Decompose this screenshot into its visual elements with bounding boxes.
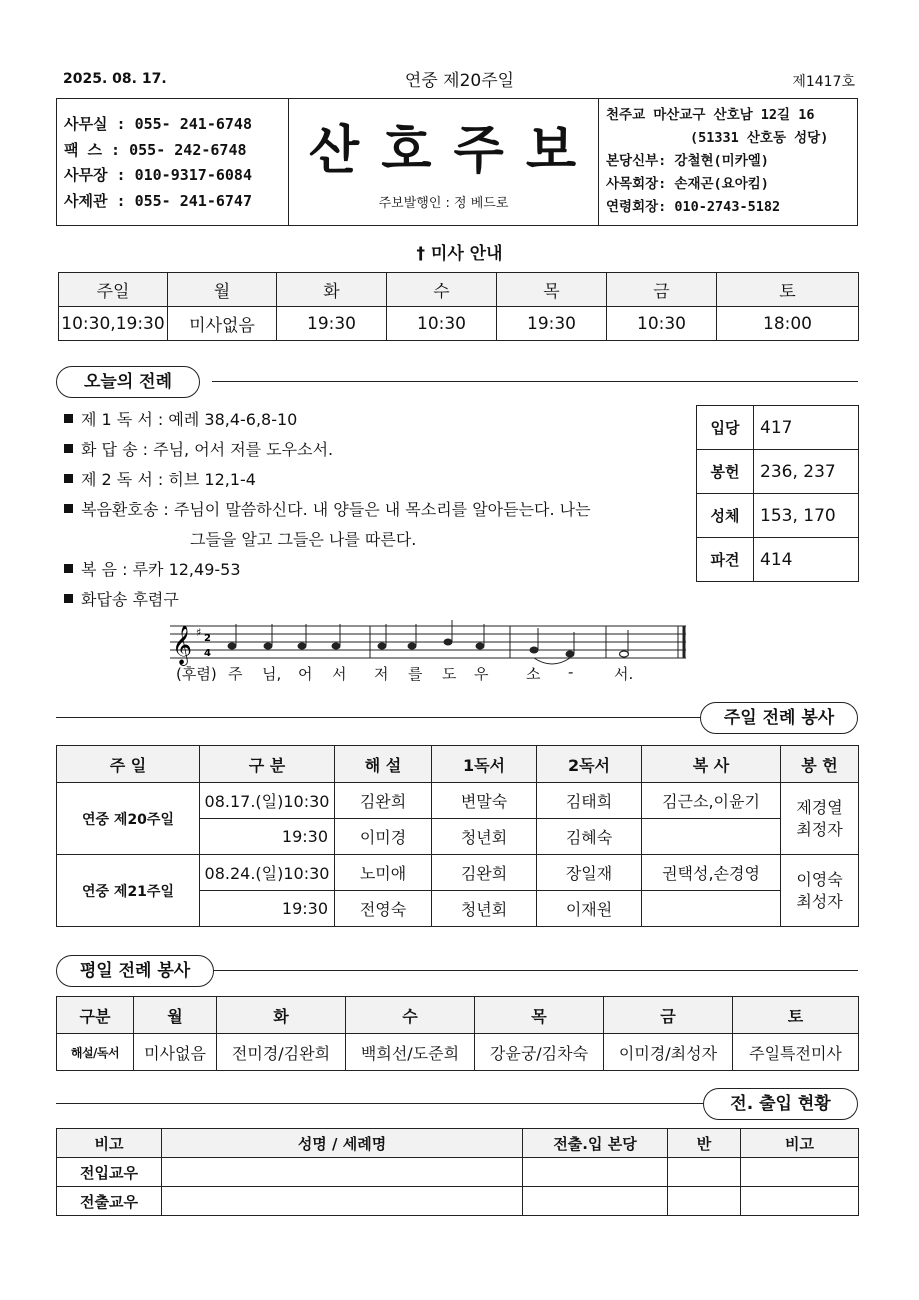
service-reading2: 장일재 xyxy=(537,855,642,891)
bullet-icon xyxy=(64,414,73,423)
sunday-header: 해 설 xyxy=(335,746,432,783)
liturgy-rule xyxy=(212,381,858,382)
weekday-value: 강윤궁/김차숙 xyxy=(475,1034,604,1071)
sunday-service-rule xyxy=(56,717,706,718)
refrain-syllable: 님, xyxy=(262,665,282,683)
sunday-service-title: 주일 전례 봉사 xyxy=(700,702,858,734)
treble-clef-icon: 𝄞 xyxy=(172,625,193,665)
table-row xyxy=(57,855,859,891)
service-commentary: 전영숙 xyxy=(335,891,432,927)
transfer-cell xyxy=(162,1158,523,1187)
refrain-syllable: 저 xyxy=(374,665,389,683)
hymn-table xyxy=(696,405,859,582)
hymn-number: 153, 170 xyxy=(754,494,859,538)
service-time: 08.24.(일)10:30 xyxy=(200,855,335,891)
mass-day: 화 xyxy=(277,273,387,307)
transfer-cell xyxy=(523,1187,668,1216)
transfer-cell xyxy=(741,1158,859,1187)
svg-text:4: 4 xyxy=(204,648,211,659)
service-reading1: 청년회 xyxy=(432,819,537,855)
refrain-syllable: - xyxy=(568,663,574,681)
weekday-header: 수 xyxy=(346,997,475,1034)
table-row xyxy=(57,1034,859,1071)
refrain-syllable: 서 xyxy=(332,665,347,683)
reading-second: 제 2 독 서 : 히브 12,1-4 xyxy=(64,467,256,490)
mass-time: 미사없음 xyxy=(168,307,277,341)
sunday-header: 봉 헌 xyxy=(781,746,859,783)
transfer-cell xyxy=(523,1158,668,1187)
week-name: 연중 제21주일 xyxy=(57,855,200,927)
weekday-row-label: 해설/독서 xyxy=(57,1034,134,1071)
issue-number: 제1417호 xyxy=(792,74,855,90)
service-offering: 제경열 최정자 xyxy=(781,783,859,855)
bullet-icon xyxy=(64,504,73,513)
service-server xyxy=(642,819,781,855)
contact-row: 팩 스 : 055- 242-6748 xyxy=(64,140,247,159)
reading-gospel: 복 음 : 루카 12,49-53 xyxy=(64,557,241,580)
mass-time: 10:30 xyxy=(387,307,497,341)
publisher: 주보발행인 : 정 베드로 xyxy=(378,196,509,211)
transfer-header: 전출.입 본당 xyxy=(523,1129,668,1158)
service-server: 김근소,이윤기 xyxy=(642,783,781,819)
mass-time: 18:00 xyxy=(717,307,859,341)
service-commentary: 노미애 xyxy=(335,855,432,891)
parish-postcode: (51331 산호동 성당) xyxy=(690,130,829,146)
transfer-header: 성명 / 세례명 xyxy=(162,1129,523,1158)
transfer-cell xyxy=(741,1187,859,1216)
service-time: 19:30 xyxy=(200,819,335,855)
service-reading1: 청년회 xyxy=(432,891,537,927)
mass-time: 10:30 xyxy=(607,307,717,341)
reading-psalm: 화 답 송 : 주님, 어서 저를 도우소서. xyxy=(64,437,333,460)
reading-acclamation: 복음환호송 : 주님이 말씀하신다. 내 양들은 내 목소리를 알아듣는다. 나는 xyxy=(64,497,591,520)
weekday-header: 토 xyxy=(733,997,859,1034)
service-time: 19:30 xyxy=(200,891,335,927)
transfer-header: 비고 xyxy=(57,1129,162,1158)
service-reading2: 김태희 xyxy=(537,783,642,819)
sunday-header: 복 사 xyxy=(642,746,781,783)
hymn-number: 414 xyxy=(754,538,859,582)
bullet-icon xyxy=(64,474,73,483)
sunday-header: 주 일 xyxy=(57,746,200,783)
weekday-value: 이미경/최성자 xyxy=(604,1034,733,1071)
weekday-service-table xyxy=(56,996,859,1071)
sunday-header: 구 분 xyxy=(200,746,335,783)
weekday-header: 구분 xyxy=(57,997,134,1034)
mass-day: 토 xyxy=(717,273,859,307)
transfer-row-label: 전출교우 xyxy=(57,1187,162,1216)
service-reading1: 변말숙 xyxy=(432,783,537,819)
transfer-section-title: 전. 출입 현황 xyxy=(703,1088,858,1120)
mass-day: 수 xyxy=(387,273,497,307)
contact-list xyxy=(64,112,252,214)
mass-day: 월 xyxy=(168,273,277,307)
table-row xyxy=(57,1187,859,1216)
mass-day: 금 xyxy=(607,273,717,307)
masthead-divider-right xyxy=(598,98,599,226)
refrain-syllable: 를 xyxy=(408,665,423,683)
bullet-icon xyxy=(64,594,73,603)
contact-row: 사무실 : 055- 241-6748 xyxy=(64,115,252,133)
contact-row: 사제관 : 055- 241-6747 xyxy=(64,191,252,210)
parish-council: 사목회장: 손재곤(요아킴) xyxy=(606,176,769,192)
svg-text:2: 2 xyxy=(204,633,211,644)
transfer-cell xyxy=(668,1158,741,1187)
week-name: 연중 제20주일 xyxy=(57,783,200,855)
weekday-value: 주일특전미사 xyxy=(733,1034,859,1071)
refrain-syllable: 서. xyxy=(614,665,634,683)
service-server xyxy=(642,891,781,927)
refrain-syllable: 주 xyxy=(228,665,243,683)
mass-time: 19:30 xyxy=(497,307,607,341)
contact-row: 사무장 : 010-9317-6084 xyxy=(64,166,252,184)
hymn-label: 성체 xyxy=(697,494,754,538)
weekday-service-title: 평일 전례 봉사 xyxy=(56,955,214,987)
weekday-header: 화 xyxy=(217,997,346,1034)
service-reading1: 김완희 xyxy=(432,855,537,891)
hymn-number: 236, 237 xyxy=(754,450,859,494)
transfer-header: 반 xyxy=(668,1129,741,1158)
bullet-icon xyxy=(64,564,73,573)
mass-time: 10:30,19:30 xyxy=(59,307,168,341)
transfer-header: 비고 xyxy=(741,1129,859,1158)
weekday-value: 전미경/김완희 xyxy=(217,1034,346,1071)
bullet-icon xyxy=(64,444,73,453)
mass-guide-title: † 미사 안내 xyxy=(416,244,503,264)
mass-day: 목 xyxy=(497,273,607,307)
weekday-value: 미사없음 xyxy=(134,1034,217,1071)
parish-address: 천주교 마산교구 산호남 12길 16 xyxy=(606,107,815,123)
weekday-header: 금 xyxy=(604,997,733,1034)
mass-time: 19:30 xyxy=(277,307,387,341)
weekday-value: 백희선/도준희 xyxy=(346,1034,475,1071)
service-reading2: 김혜숙 xyxy=(537,819,642,855)
refrain-label: (후렴) xyxy=(176,665,217,683)
parish-pastor: 본당신부: 강철현(미카엘) xyxy=(606,153,769,169)
svg-text:♯: ♯ xyxy=(196,626,202,639)
hymn-label: 파견 xyxy=(697,538,754,582)
refrain-title: 화답송 후렴구 xyxy=(64,587,179,610)
transfer-cell xyxy=(162,1187,523,1216)
sunday-service-table xyxy=(56,745,859,927)
weekday-header: 월 xyxy=(134,997,217,1034)
transfer-rule xyxy=(56,1103,706,1104)
liturgy-section-title: 오늘의 전례 xyxy=(56,366,200,398)
table-row xyxy=(57,1158,859,1187)
hymn-label: 입당 xyxy=(697,406,754,450)
transfer-cell xyxy=(668,1187,741,1216)
sunday-header: 2독서 xyxy=(537,746,642,783)
refrain-syllable: 소 xyxy=(526,665,541,683)
weekday-service-rule xyxy=(210,970,858,971)
mass-schedule-table xyxy=(58,272,859,341)
refrain-syllable: 우 xyxy=(474,665,489,683)
service-time: 08.17.(일)10:30 xyxy=(200,783,335,819)
hymn-number: 417 xyxy=(754,406,859,450)
sunday-header: 1독서 xyxy=(432,746,537,783)
liturgical-title: 연중 제20주일 xyxy=(404,71,515,91)
hymn-label: 봉헌 xyxy=(697,450,754,494)
service-server: 권택성,손경영 xyxy=(642,855,781,891)
refrain-syllable: 어 xyxy=(298,665,313,683)
table-row xyxy=(57,783,859,819)
service-offering: 이영숙 최성자 xyxy=(781,855,859,927)
weekday-header: 목 xyxy=(475,997,604,1034)
mass-day: 주일 xyxy=(59,273,168,307)
parish-info xyxy=(606,104,828,219)
service-commentary: 이미경 xyxy=(335,819,432,855)
transfer-table xyxy=(56,1128,859,1216)
bulletin-date: 2025. 08. 17. xyxy=(63,71,167,87)
refrain-syllable: 도 xyxy=(442,665,457,683)
parish-youth: 연령회장: 010-2743-5182 xyxy=(606,199,781,215)
transfer-row-label: 전입교우 xyxy=(57,1158,162,1187)
bulletin-name: 산 호 주 보 xyxy=(308,121,579,181)
reading-first: 제 1 독 서 : 예레 38,4-6,8-10 xyxy=(64,407,297,430)
service-commentary: 김완희 xyxy=(335,783,432,819)
service-reading2: 이재원 xyxy=(537,891,642,927)
reading-acclamation-cont: 그들을 알고 그들은 나를 따른다. xyxy=(190,530,417,549)
